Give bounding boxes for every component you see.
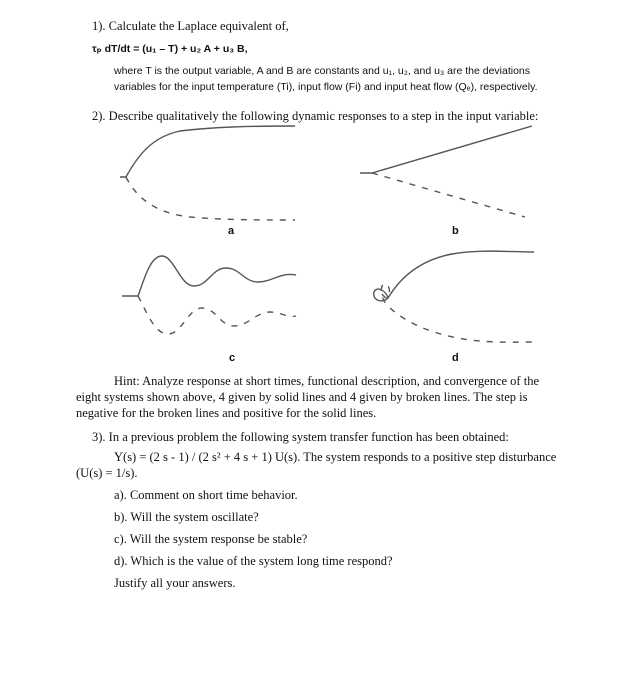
q3-title: 3). In a previous problem the following system transfer function has been obtained:: [92, 430, 509, 444]
plot-a-solid-curve: [120, 126, 295, 177]
plot-c: [120, 250, 300, 350]
q3-part-d: d). Which is the value of the system long time respond?: [114, 554, 393, 568]
plot-b: [360, 125, 540, 225]
q3-justify: Justify all your answers.: [114, 576, 236, 590]
plot-c-label: c: [229, 352, 236, 364]
plot-b-label: b: [452, 225, 459, 237]
q3-transfer-function: Y(s) = (2 s - 1) / (2 s² + 4 s + 1) U(s). The system responds to a positive step disturbance: [114, 450, 557, 464]
q1-title: 1). Calculate the Laplace equivalent of,: [92, 19, 289, 33]
plot-d: [360, 250, 540, 350]
plot-c-broken-oscillation: [138, 296, 296, 334]
plot-d-label: d: [452, 352, 459, 364]
plot-d-solid-curve: [374, 251, 534, 301]
hint-line-2: eight systems shown above, 4 given by solid lines and 4 given by broken lines. The step is: [76, 390, 528, 404]
plot-a-label: a: [228, 225, 235, 237]
plot-b-solid-line: [360, 126, 532, 173]
hint-line-3: negative for the broken lines and positive for the solid lines.: [76, 406, 377, 420]
plot-a-broken-curve: [126, 177, 295, 220]
q1-equation: τₚ dT/dt = (u₁ – T) + u₂ A + u₃ B,: [92, 43, 248, 55]
q3-step-input: (U(s) = 1/s).: [76, 466, 138, 480]
plot-d-broken-curve: [381, 284, 534, 342]
plot-a: [118, 125, 298, 225]
q3-part-c: c). Will the system response be stable?: [114, 532, 308, 546]
hint-line-1: Hint: Analyze response at short times, functional description, and convergence of the: [114, 374, 539, 388]
q3-part-b: b). Will the system oscillate?: [114, 510, 259, 524]
plot-b-broken-line: [372, 173, 525, 217]
plot-c-solid-oscillation: [122, 256, 296, 296]
q1-description-line-2: variables for the input temperature (Ti), input flow (Fi) and input heat flow (Qₑ), respectively.: [114, 81, 538, 93]
q2-title: 2). Describe qualitatively the following dynamic responses to a step in the input variable:: [92, 109, 539, 123]
q1-description-line-1: where T is the output variable, A and B are constants and u₁, u₂, and u₃ are the deviations: [114, 65, 531, 77]
q3-part-a: a). Comment on short time behavior.: [114, 488, 298, 502]
